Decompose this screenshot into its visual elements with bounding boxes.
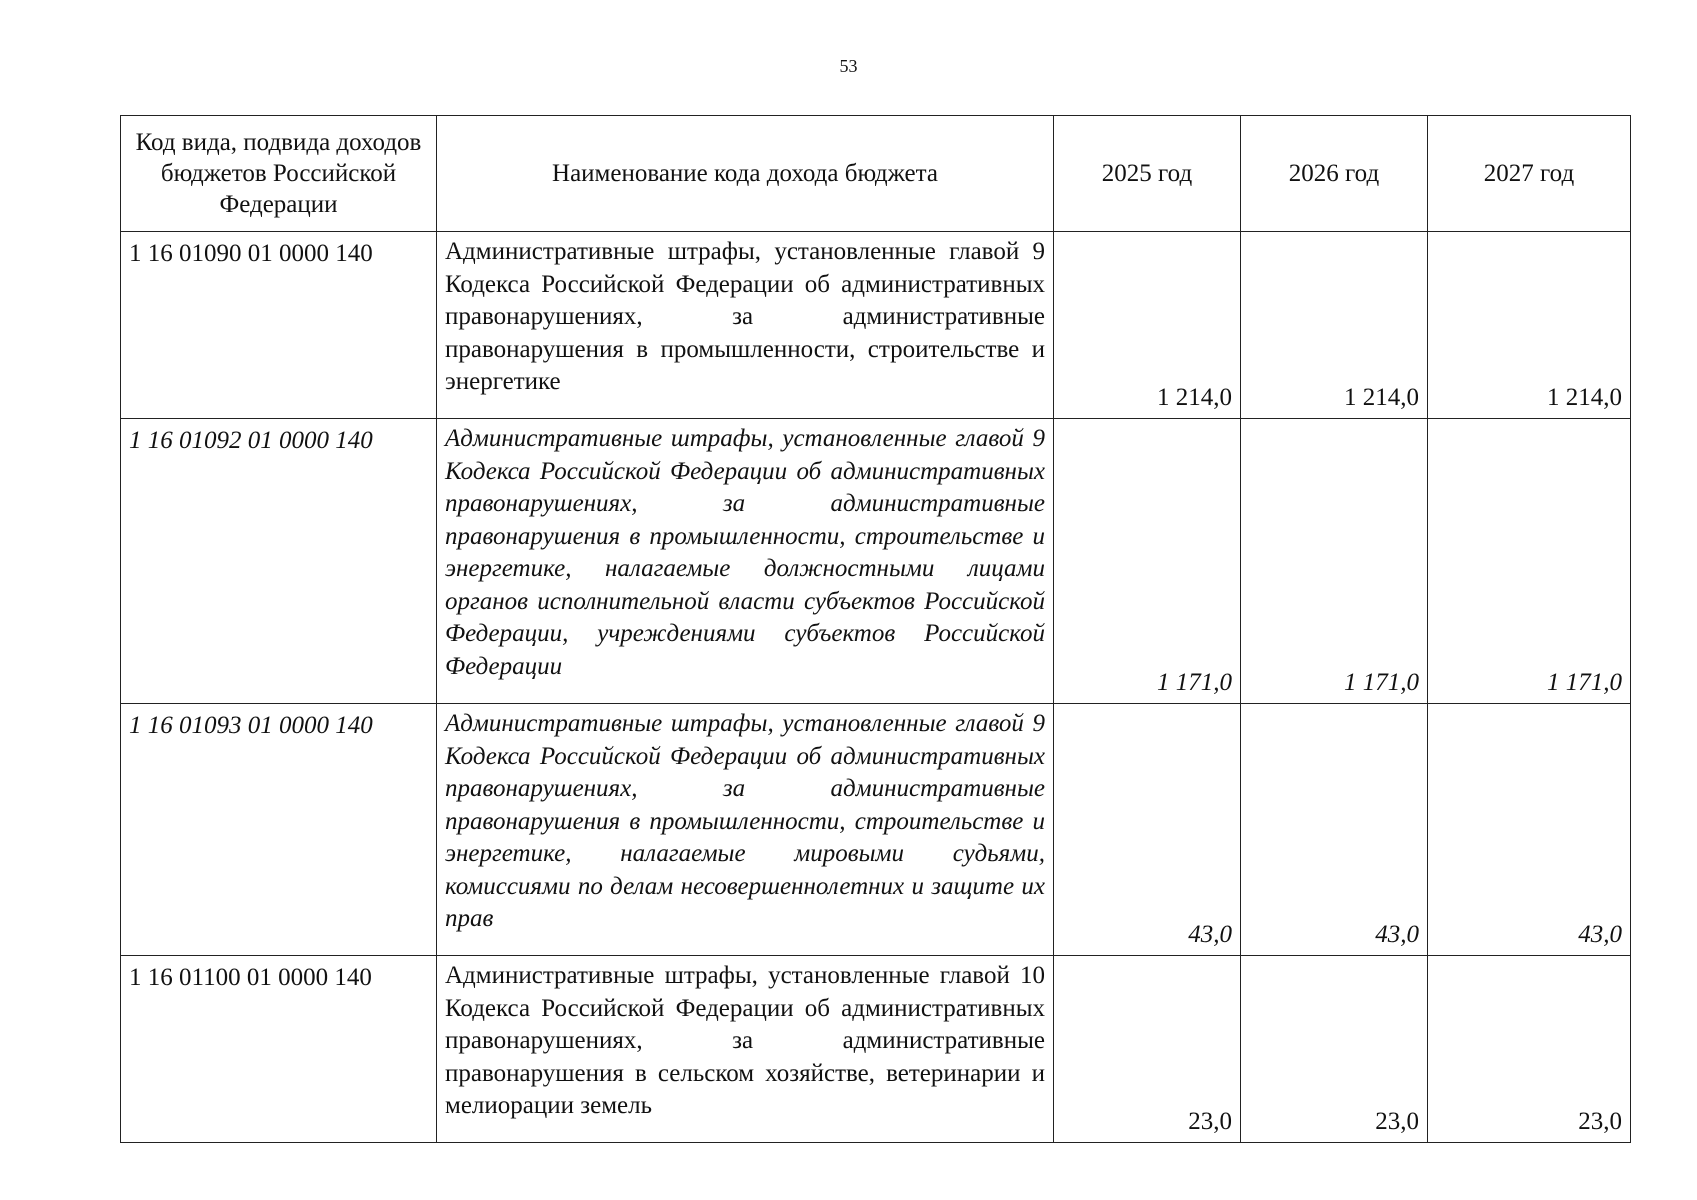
header-name: Наименование кода дохода бюджета — [437, 116, 1054, 232]
table-row — [121, 419, 1631, 704]
row-value-2026: 43,0 — [1241, 704, 1428, 956]
row-code: 1 16 01093 01 0000 140 — [121, 704, 437, 956]
row-value-2027: 1 214,0 — [1428, 232, 1631, 419]
row-value-2027: 1 171,0 — [1428, 419, 1631, 704]
row-name: Административные штрафы, установленные главой 9 Кодекса Российской Федерации об административных правонарушениях, за административные правонарушения в промышленности, строительстве и энергетике — [437, 232, 1054, 419]
row-value-2027: 43,0 — [1428, 704, 1631, 956]
row-code: 1 16 01090 01 0000 140 — [121, 232, 437, 419]
table-header-row — [121, 116, 1631, 232]
table-row — [121, 956, 1631, 1143]
row-value-2026: 23,0 — [1241, 956, 1428, 1143]
row-code: 1 16 01092 01 0000 140 — [121, 419, 437, 704]
page-number: 53 — [839, 56, 858, 76]
row-value-2026: 1 214,0 — [1241, 232, 1428, 419]
row-name: Административные штрафы, установленные главой 9 Кодекса Российской Федерации об административных правонарушениях, за административные правонарушения в промышленности, строительстве и энергетике, налагаемые мировыми судьями, комиссиями по делам несовершеннолетних и защите их прав — [437, 704, 1054, 956]
header-2025: 2025 год — [1054, 116, 1241, 232]
row-code: 1 16 01100 01 0000 140 — [121, 956, 437, 1143]
table-row — [121, 704, 1631, 956]
budget-revenue-table — [120, 115, 1631, 1143]
row-value-2027: 23,0 — [1428, 956, 1631, 1143]
header-2026: 2026 год — [1241, 116, 1428, 232]
header-code: Код вида, подвида доходов бюджетов Российской Федерации — [121, 116, 437, 232]
row-value-2025: 1 171,0 — [1054, 419, 1241, 704]
row-value-2025: 1 214,0 — [1054, 232, 1241, 419]
header-2027: 2027 год — [1428, 116, 1631, 232]
row-value-2025: 43,0 — [1054, 704, 1241, 956]
table-row — [121, 232, 1631, 419]
row-name: Административные штрафы, установленные главой 9 Кодекса Российской Федерации об административных правонарушениях, за административные правонарушения в промышленности, строительстве и энергетике, налагаемые должностными лицами органов исполнительной власти субъектов Российской Федерации, учреждениями субъектов Российской Федерации — [437, 419, 1054, 704]
row-name: Административные штрафы, установленные главой 10 Кодекса Российской Федерации об административных правонарушениях, за административные правонарушения в сельском хозяйстве, ветеринарии и мелиорации земель — [437, 956, 1054, 1143]
row-value-2026: 1 171,0 — [1241, 419, 1428, 704]
row-value-2025: 23,0 — [1054, 956, 1241, 1143]
